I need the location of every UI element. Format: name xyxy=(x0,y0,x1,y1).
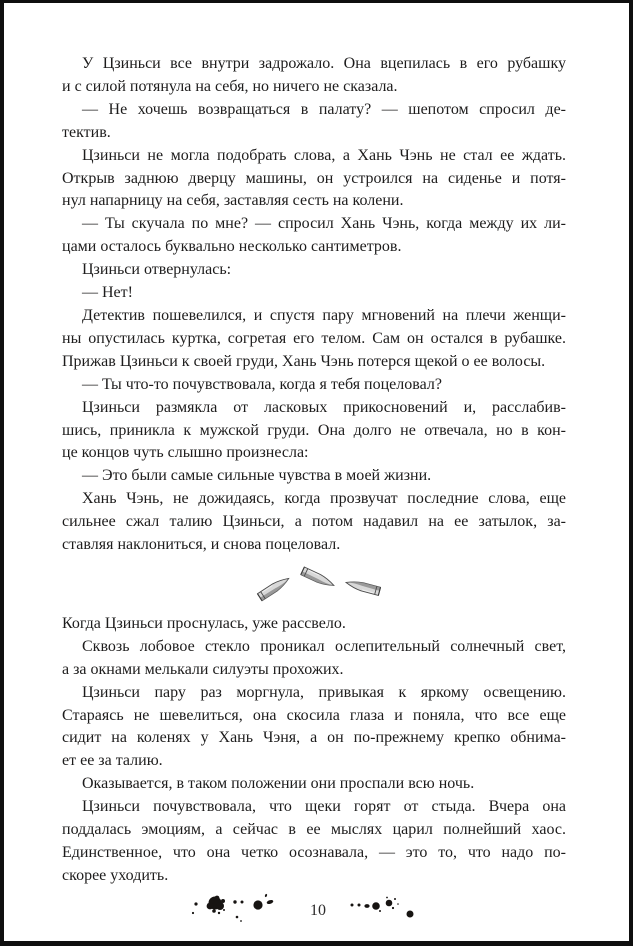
text-line: — Нет! xyxy=(82,284,133,302)
paragraph xyxy=(62,465,566,488)
text-line: Открыв заднюю дверцу машины, он устроился на сиденье и потя- xyxy=(62,169,566,187)
text-line: — Ты скучала по мне? — спросил Хань Чэнь, когда между их ли- xyxy=(82,215,566,233)
text-line: Прижав Цзиньси к своей груди, Хань Чэнь потерся щекой о ее волосы. xyxy=(62,352,546,370)
bullets-ornament-graphic xyxy=(244,563,384,607)
paragraph xyxy=(62,282,566,305)
paragraph xyxy=(62,796,566,888)
text-line: цами осталось буквально несколько сантиметров. xyxy=(62,238,402,256)
text-line: Сквозь лобовое стекло проникал ослепительный солнечный свет, xyxy=(82,637,566,655)
text-line: и с силой потянула на себя, но ничего не сказала. xyxy=(62,77,398,95)
text-line: Цзиньси отвернулась: xyxy=(82,261,232,279)
text-line: Единственное, что она четко осознавала, — это то, что надо по- xyxy=(62,844,566,861)
paragraph xyxy=(62,305,566,374)
text-line: Оказывается, в таком положении они проспали всю ночь. xyxy=(82,775,475,793)
bullet-icon xyxy=(257,575,291,601)
paragraph xyxy=(62,99,566,145)
paragraph xyxy=(62,145,566,214)
paragraph xyxy=(62,636,566,682)
text-line: сидит на коленях у Хань Чэня, а он по-прежнему крепко обнима- xyxy=(62,729,566,747)
paragraph xyxy=(62,374,566,397)
paragraph xyxy=(62,488,566,557)
text-line: — Не хочешь возвращаться в палату? — шепотом спросил де- xyxy=(82,100,566,118)
text-section-2 xyxy=(62,613,566,888)
page-number: 10 xyxy=(310,901,326,919)
bullet-icon xyxy=(301,567,336,589)
text-line: ставляя наклониться, и снова поцеловал. xyxy=(62,536,341,554)
text-section-1 xyxy=(62,53,566,557)
paragraph xyxy=(62,773,566,796)
paragraph xyxy=(62,397,566,466)
bullet-icon xyxy=(345,578,380,595)
paragraph xyxy=(62,613,566,636)
text-line: Когда Цзиньси проснулась, уже рассвело. xyxy=(62,614,346,632)
text-line: У Цзиньси все внутри задрожало. Она вцепилась в его рубашку xyxy=(82,55,566,72)
text-line: Детектив пошевелился, и спустя пару мгновений на плечи женщи- xyxy=(82,306,566,324)
paragraph xyxy=(62,259,566,282)
paragraph xyxy=(62,682,566,774)
ink-splatter-icon xyxy=(346,895,438,927)
paragraph xyxy=(62,53,566,99)
text-line: ет ее за талию. xyxy=(62,752,163,770)
text-line: поддалась эмоциям, а сейчас в ее мыслях царил полнейший хаос. xyxy=(62,821,566,839)
text-line: — Это были самые сильные чувства в моей жизни. xyxy=(82,467,432,485)
text-line: нул напарницу на себя, заставляя сесть на колени. xyxy=(62,192,404,210)
text-line: Цзиньси не могла подобрать слова, а Хань Чэнь не стал ее ждать. xyxy=(82,146,566,164)
text-line: сильнее сжал талию Цзиньси, а потом надавил на ее затылок, за- xyxy=(62,513,566,531)
text-line: скорее уходить. xyxy=(62,866,169,884)
bullets-divider xyxy=(62,557,566,613)
text-line: а за окнами мелькали силуэты прохожих. xyxy=(62,660,344,678)
text-line: тектив. xyxy=(62,123,111,141)
text-line: це концов чуть слышно произнесла: xyxy=(62,444,309,462)
ink-splatter-icon xyxy=(190,893,290,929)
text-line: — Ты что-то почувствовала, когда я тебя поцеловал? xyxy=(82,375,442,393)
text-line: Цзиньси размякла от ласковых прикосновений и, расслабив- xyxy=(82,398,566,416)
page-footer xyxy=(62,894,566,928)
page-text xyxy=(62,53,566,928)
text-line: Хань Чэнь, не дожидаясь, когда прозвучат последние слова, еще xyxy=(82,490,566,508)
text-line: шись, приникла к мужской груди. Она долго не отвечала, но в кон- xyxy=(62,421,566,439)
text-line: Стараясь не шевелиться, она скосила глаза и поняла, что все еще xyxy=(62,706,566,724)
text-line: ны опустилась куртка, согретая его телом. Сам он остался в рубашке. xyxy=(62,329,566,347)
text-line: Цзиньси почувствовала, что щеки горят от стыда. Вчера она xyxy=(82,798,566,816)
text-line: Цзиньси пару раз моргнула, привыкая к яркому освещению. xyxy=(82,683,566,701)
paragraph xyxy=(62,213,566,259)
